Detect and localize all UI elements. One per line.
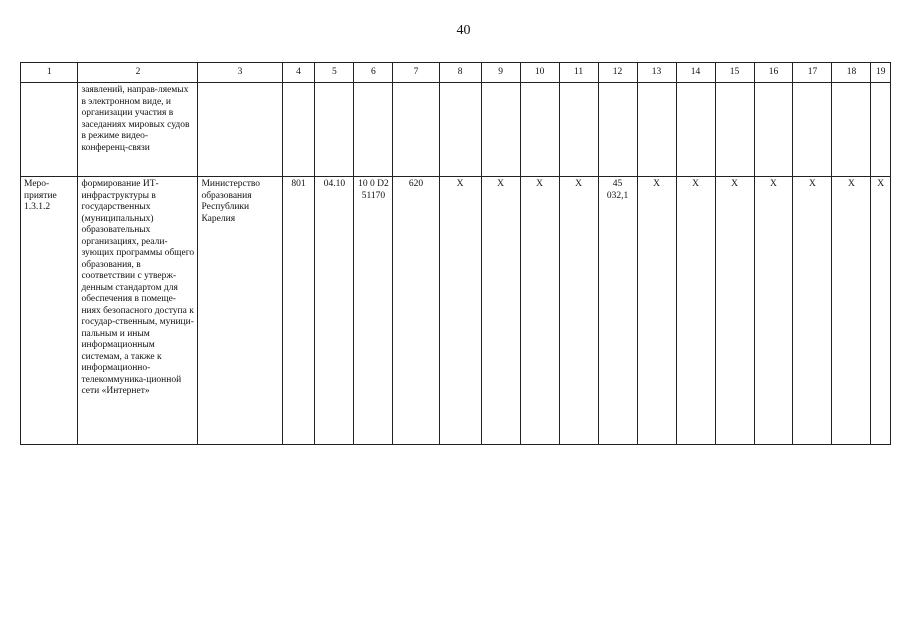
table-cell [832,83,871,177]
table-row [21,83,891,177]
column-header: 17 [793,63,832,83]
table-cell: Х [715,177,754,445]
table-cell [871,83,891,177]
table-cell [481,83,520,177]
table-cell: Х [481,177,520,445]
table-cell [354,83,393,177]
column-header: 8 [439,63,481,83]
table-cell: Х [637,177,676,445]
column-header: 12 [598,63,637,83]
table-cell [559,83,598,177]
column-header: 2 [78,63,198,83]
column-header: 5 [315,63,354,83]
column-header: 19 [871,63,891,83]
column-header: 6 [354,63,393,83]
table-cell [793,83,832,177]
table-header-row [21,63,891,83]
column-header: 14 [676,63,715,83]
table-cell: Х [832,177,871,445]
table-cell [282,83,315,177]
table-cell: формирование ИТ-инфраструктуры в государственных (муниципальных) образовательных организациях, реали-зующих программы общего образования, в соответствии с утверж-денным стандартом для обеспечения в помеще-ниях безопасного доступа к государ-ственным, муници-пальным и иным информационным системам, а также к информационно-телекоммуника-ционной сети «Интернет» [78,177,198,445]
column-header: 3 [198,63,282,83]
column-header: 1 [21,63,78,83]
column-header: 18 [832,63,871,83]
table-cell: 10 0 D2 51170 [354,177,393,445]
table-cell: Х [676,177,715,445]
page-number: 40 [456,23,471,38]
table-cell [754,83,793,177]
column-header: 9 [481,63,520,83]
table-cell: Х [754,177,793,445]
table-cell [315,83,354,177]
table-cell [598,83,637,177]
column-header: 13 [637,63,676,83]
column-header: 7 [393,63,439,83]
column-header: 16 [754,63,793,83]
table-cell: Х [520,177,559,445]
table-cell: Х [559,177,598,445]
table-cell [198,83,282,177]
table-cell: 04.10 [315,177,354,445]
table-row [21,177,891,445]
table-cell [676,83,715,177]
table-cell: 620 [393,177,439,445]
table-cell: 45 032,1 [598,177,637,445]
table-cell: Х [439,177,481,445]
table-cell: заявлений, направ-ляемых в электронном виде, и организации участия в заседаниях мировых судов в режиме видео-конференц-связи [78,83,198,177]
table-cell: Х [793,177,832,445]
table-cell [393,83,439,177]
table-cell: Х [871,177,891,445]
table-cell: 801 [282,177,315,445]
table-cell [21,83,78,177]
table-cell: Меро-приятие 1.3.1.2 [21,177,78,445]
table-cell [439,83,481,177]
column-header: 10 [520,63,559,83]
column-header: 4 [282,63,315,83]
budget-table [20,62,891,445]
table-cell: Министерство образования Республики Карелия [198,177,282,445]
column-header: 15 [715,63,754,83]
table-cell [520,83,559,177]
table-cell [637,83,676,177]
table-cell [715,83,754,177]
column-header: 11 [559,63,598,83]
